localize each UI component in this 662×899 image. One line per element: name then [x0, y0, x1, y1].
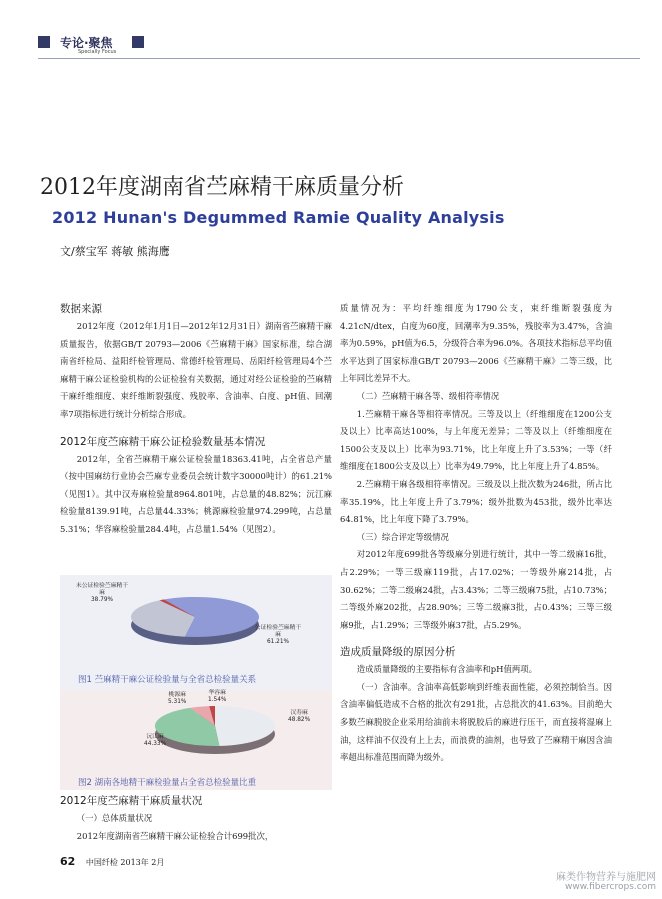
- paragraph-grade-match: 1.苎麻精干麻各等相符率情况。三等及以上（纤维细度在1200公支及以上）比率高达100%，与上年度无差异；二等及以上（纤维细度在1500公支及以上）比率为93.71%，比上年度上升了3.53%；一等（纤维细度在1800公支及以上）比率为49.79%，比上年度上升了4.85%。: [340, 408, 612, 472]
- section-subtitle: Specially Focus: [78, 49, 117, 55]
- right-column: [340, 300, 612, 767]
- header-square-left: [38, 36, 50, 48]
- article-authors: 文/蔡宝军 蒋敏 熊海鹰: [60, 245, 170, 258]
- fig1-caption: 图1 苎麻精干麻公证检验量与全省总检验量关系: [78, 675, 257, 685]
- figure-2: [60, 690, 332, 790]
- fig2-caption: 图2 湖南各地精干麻检验量占全省总检验量比重: [78, 778, 257, 788]
- subheading-overall-quality: （一）总体质量状况: [76, 813, 153, 823]
- left-column: [60, 300, 332, 539]
- header-rule: [38, 58, 640, 59]
- heading-downgrade-causes: 造成质量降级的原因分析: [340, 646, 456, 659]
- page-number: 62: [60, 855, 76, 868]
- heading-data-source: 数据来源: [60, 303, 102, 315]
- subheading-grade-match: （二）苎麻精干麻各等、级相符率情况: [356, 390, 500, 401]
- fig2-label-hanshou: 汉寿麻 48.82%: [288, 710, 311, 723]
- paragraph-inspection-volume: 2012年，全省苎麻精干麻公证检验量18363.41吨，占全省总产量（按中国麻纺行业协会苎麻专业委员会统计数字30000吨计）的61.21%（见图1）。其中汉寿麻检验量8964.801吨，占总量的48.82%；沅江麻检验量8139.91吨，占总量44.33%；桃源麻检验量974.299吨，占总量5.31%；华容麻检验量284.4吨，占总量1.54%（见图2）。: [60, 453, 332, 534]
- heading-inspection-volume: 2012年度苎麻精干麻公证检验数量基本情况: [60, 435, 266, 448]
- left-column-lower: [60, 792, 332, 845]
- fig2-label-taoyuan: 桃源麻 5.31%: [168, 692, 187, 705]
- paragraph-level-match: 2.苎麻精干麻各级相符率情况。三级及以上批次数为246批，所占比率35.19%，比上年度上升了3.79%；级外批数为453批，级外比率达64.81%，比上年度下降了3.79%。: [340, 478, 612, 525]
- watermark-text: 麻类作物营养与施肥网: [556, 872, 656, 883]
- page-footer: [60, 855, 164, 868]
- article-title: 2012年度湖南省苎麻精干麻质量分析: [40, 175, 404, 200]
- fig1-label-b: 公证检验苎麻精干麻 61.21%: [252, 625, 304, 646]
- paragraph-data-source: 2012年度（2012年1月1日—2012年12月31日）湖南省苎麻精干麻质量报告，依据GB/T 20793—2006《苎麻精干麻》国家标准，综合湖南省纤检局、益阳纤检管理局、常德纤检管理局、岳阳纤检管理局4个苎麻精干麻公证检验机构的公证检验有关数据，通过对经公证检验的苎麻精干麻纤维细度、束纤维断裂强度、残胶率、含油率、白度、pH值、回潮率7项指标进行统计分析综合形成。: [60, 321, 332, 419]
- subheading-overall-rating: （三）综合评定等级情况: [356, 531, 449, 542]
- header-square-right: [132, 36, 144, 48]
- figure-1: [60, 575, 332, 690]
- watermark-url: www.fibercrops.com: [565, 882, 656, 892]
- article-title-en: 2012 Hunan's Degummed Ramie Quality Analysis: [52, 208, 505, 227]
- section-title: 专论·聚焦: [60, 36, 113, 50]
- paragraph-quality-values: 质量情况为：平均纤维细度为1790公支，束纤维断裂强度为4.21cN/dtex，白度为60度，回潮率为9.35%，残胶率为3.47%，含油率为0.59%，pH值为6.5，分级符合率为96.0%。各项技术指标总平均值水平达到了国家标准GB/T 20793—2006《苎麻精干麻》二等三级，比上年同比差异不大。: [340, 303, 612, 384]
- fig1-value-b: 61.21%: [266, 639, 290, 645]
- fig2-label-yuanjiang: 沅江麻 44.33%: [144, 734, 167, 747]
- fig1-value-a: 38.79%: [90, 597, 114, 603]
- paragraph-overall-rating: 对2012年度699批各等级麻分别进行统计，其中一等二级麻16批，占2.29%；一等三级麻119批，占17.02%；一等级外麻214批，占30.62%；二等二级麻24批，占3.43%；二等三级麻75批，占10.73%；二等级外麻202批，占28.90%；三等二级麻3批，占0.43%；三等三级麻9批，占1.29%；三等级外麻37批，占5.29%。: [340, 549, 612, 630]
- journal-info: 中国纤检 2013年 2月: [85, 858, 165, 867]
- paragraph-downgrade-intro: 造成质量降级的主要指标有含油率和pH值两项。: [356, 664, 537, 675]
- heading-quality-status: 2012年度苎麻精干麻质量状况: [60, 795, 203, 807]
- fig1-label-a: 未公证检验苎麻精干麻 38.79%: [75, 583, 129, 603]
- pie-chart-2: [60, 690, 332, 774]
- paragraph-overall-quality: 2012年度湖南省苎麻精干麻公证检验合计699批次，: [76, 830, 274, 841]
- paragraph-oil-content: （一）含油率。含油率高低影响到纤维表面性能，必须控制恰当。因含油率偏低造成不合格的批次有291批，占总批次的41.63%。目前绝大多数苎麻脱胶企业采用给油前未将脱胶后的麻进行压干，而直接将湿麻上油，这样油不仅没有上上去，而浪费的油剂，也导致了苎麻精干麻因含油率超出标准范围而降为级外。: [340, 681, 612, 763]
- fig2-label-huarong: 华容麻 1.54%: [208, 690, 227, 703]
